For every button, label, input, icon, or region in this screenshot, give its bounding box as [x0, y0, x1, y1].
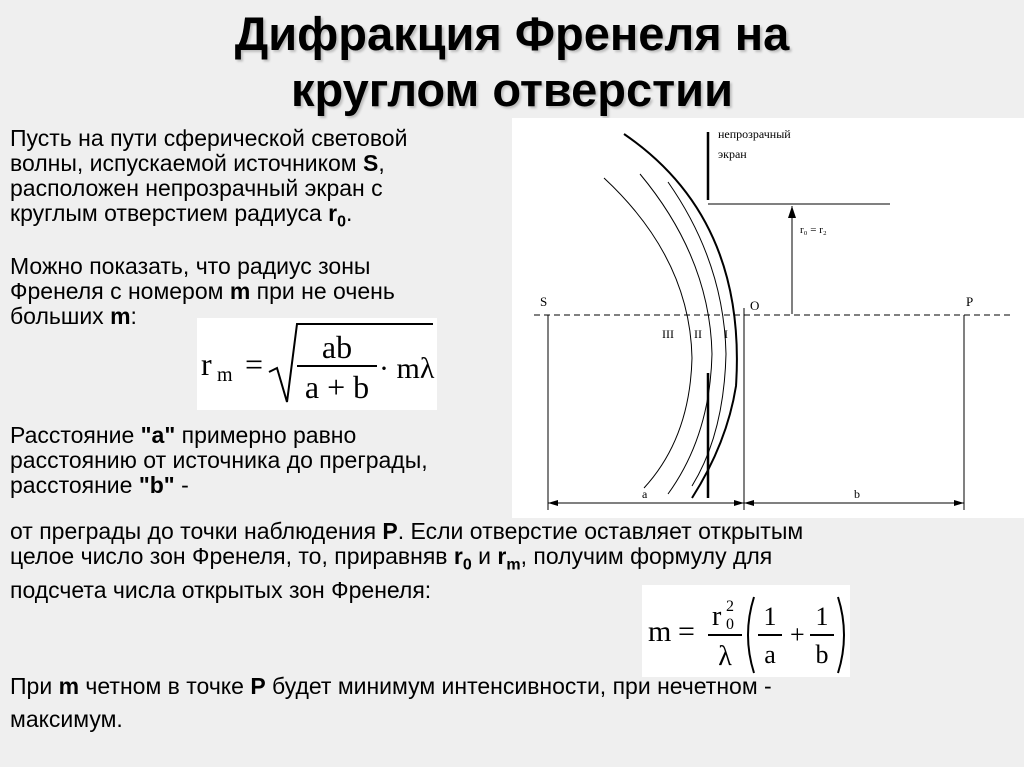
f2-a: a: [764, 640, 776, 669]
p5-text: четном в точке: [79, 673, 251, 699]
p-symbol: P: [250, 673, 266, 699]
p4-text: от преграды до точки наблюдения: [10, 518, 383, 544]
radius-arrowhead: [788, 206, 796, 218]
p1-text: ,: [378, 150, 385, 176]
p3-line-1: [10, 423, 428, 448]
f2-b: b: [815, 640, 829, 669]
p3-text: расстояние: [10, 472, 139, 498]
dim-b-label: b: [854, 487, 860, 501]
f1-lhs-sub: m: [217, 364, 233, 386]
p1-text: волны, испускаемой источником: [10, 150, 363, 176]
dim-b-right-arrow: [954, 500, 964, 506]
p3-text: примерно равно: [175, 422, 357, 448]
radius-symbol: r: [328, 200, 338, 226]
p4-line-1: [10, 519, 803, 544]
p4-text: и: [471, 543, 498, 569]
dim-a-left-arrow: [548, 500, 558, 506]
zone-arc-3: [604, 178, 692, 488]
f2-numerator: r: [712, 601, 722, 632]
p3-text: Расстояние: [10, 422, 141, 448]
p1-text: круглым отверстием радиуса: [10, 200, 329, 226]
screen-label-1: непрозрачный: [718, 127, 791, 141]
m-symbol: m: [110, 303, 131, 329]
center-label: O: [750, 298, 760, 313]
f2-numerator-sub: 0: [726, 616, 734, 633]
f2-one-a: 1: [763, 602, 777, 631]
f2-right-paren: [838, 597, 844, 673]
dim-a-label: a: [642, 487, 648, 501]
p-symbol: P: [382, 518, 398, 544]
paragraph-5: [10, 670, 772, 736]
zone-3-label: III: [662, 327, 674, 341]
f2-lhs: m: [648, 615, 672, 648]
p5-text: При: [10, 673, 59, 699]
fresnel-diagram-svg: [512, 118, 1024, 518]
f2-plus: +: [790, 620, 805, 649]
p4-text: . Если отверстие оставляет открытым: [397, 518, 804, 544]
formula-zone-radius: [197, 318, 437, 410]
paragraph-1: [10, 126, 407, 235]
p5-line-1: [10, 670, 772, 703]
p3-line-2: расстоянию от источника до преграды,: [10, 447, 428, 473]
formula-zone-count-svg: [642, 585, 850, 677]
p1-line-4: [10, 201, 407, 235]
r0-subscript: 0: [462, 556, 472, 574]
m-symbol: m: [229, 278, 251, 304]
f2-numerator-sup: 2: [726, 598, 734, 615]
page-title: [0, 6, 1024, 118]
source-symbol: S: [362, 150, 379, 176]
f2-equals: =: [678, 615, 695, 648]
radius-subscript: 0: [337, 213, 347, 231]
f2-one-b: 1: [815, 602, 829, 631]
p4-text: , получим формулу для: [520, 543, 773, 569]
fresnel-diagram: [512, 118, 1024, 518]
p2-text: Френеля с номером: [10, 278, 230, 304]
dim-b-left-arrow: [744, 500, 754, 506]
p3-line-3: [10, 473, 428, 498]
p2-text: при не очень: [250, 278, 395, 304]
formula-zone-count: [642, 585, 850, 677]
screen-label-2: экран: [718, 147, 747, 161]
f2-left-paren: [748, 597, 754, 673]
r-symbol: r: [453, 543, 463, 569]
p2-line-1: Можно показать, что радиус зоны: [10, 253, 371, 279]
observation-label: P: [966, 294, 974, 309]
dim-a-right-arrow: [734, 500, 744, 506]
r-symbol: r: [497, 543, 507, 569]
source-label: S: [540, 294, 548, 309]
title-line-1: Дифракция Френеля на: [234, 7, 790, 60]
f1-tail: · mλ: [379, 352, 435, 385]
radius-label: r₀ = r₂: [800, 224, 827, 236]
zone-2-label: II: [694, 327, 702, 341]
f1-lhs: r: [201, 346, 212, 382]
f1-numerator: ab: [321, 329, 353, 365]
p2-text: :: [130, 303, 137, 329]
p5-line-2: максимум.: [10, 706, 123, 732]
formula-zone-radius-svg: [197, 318, 437, 410]
f1-denominator: a + b: [304, 369, 370, 405]
title-line-2: круглом отверстии: [291, 63, 733, 116]
p1-line-1: Пусть на пути сферической световой: [10, 125, 408, 151]
f1-equals: =: [245, 346, 264, 382]
p4-text: целое число зон Френеля, то, приравняв: [10, 543, 454, 569]
p2-text: больших: [10, 303, 111, 329]
p5-text: будет минимум интенсивности, при нечетном -: [265, 673, 772, 699]
p2-line-2: [10, 279, 395, 304]
p1-text: .: [346, 200, 353, 226]
a-symbol: "a": [140, 422, 176, 448]
wavefront-main: [624, 134, 737, 498]
p4-line-3: подсчета числа открытых зон Френеля:: [10, 576, 432, 603]
p3-text: -: [174, 472, 189, 498]
b-symbol: "b": [138, 472, 175, 498]
rm-subscript: m: [506, 556, 521, 574]
p1-line-3: расположен непрозрачный экран с: [10, 175, 383, 201]
m-symbol: m: [58, 673, 80, 699]
p1-line-2: [10, 151, 407, 176]
zone-1-label: I: [724, 327, 728, 341]
f2-denominator: λ: [718, 641, 732, 672]
paragraph-3: [10, 423, 428, 498]
p4-line-2: [10, 544, 803, 578]
